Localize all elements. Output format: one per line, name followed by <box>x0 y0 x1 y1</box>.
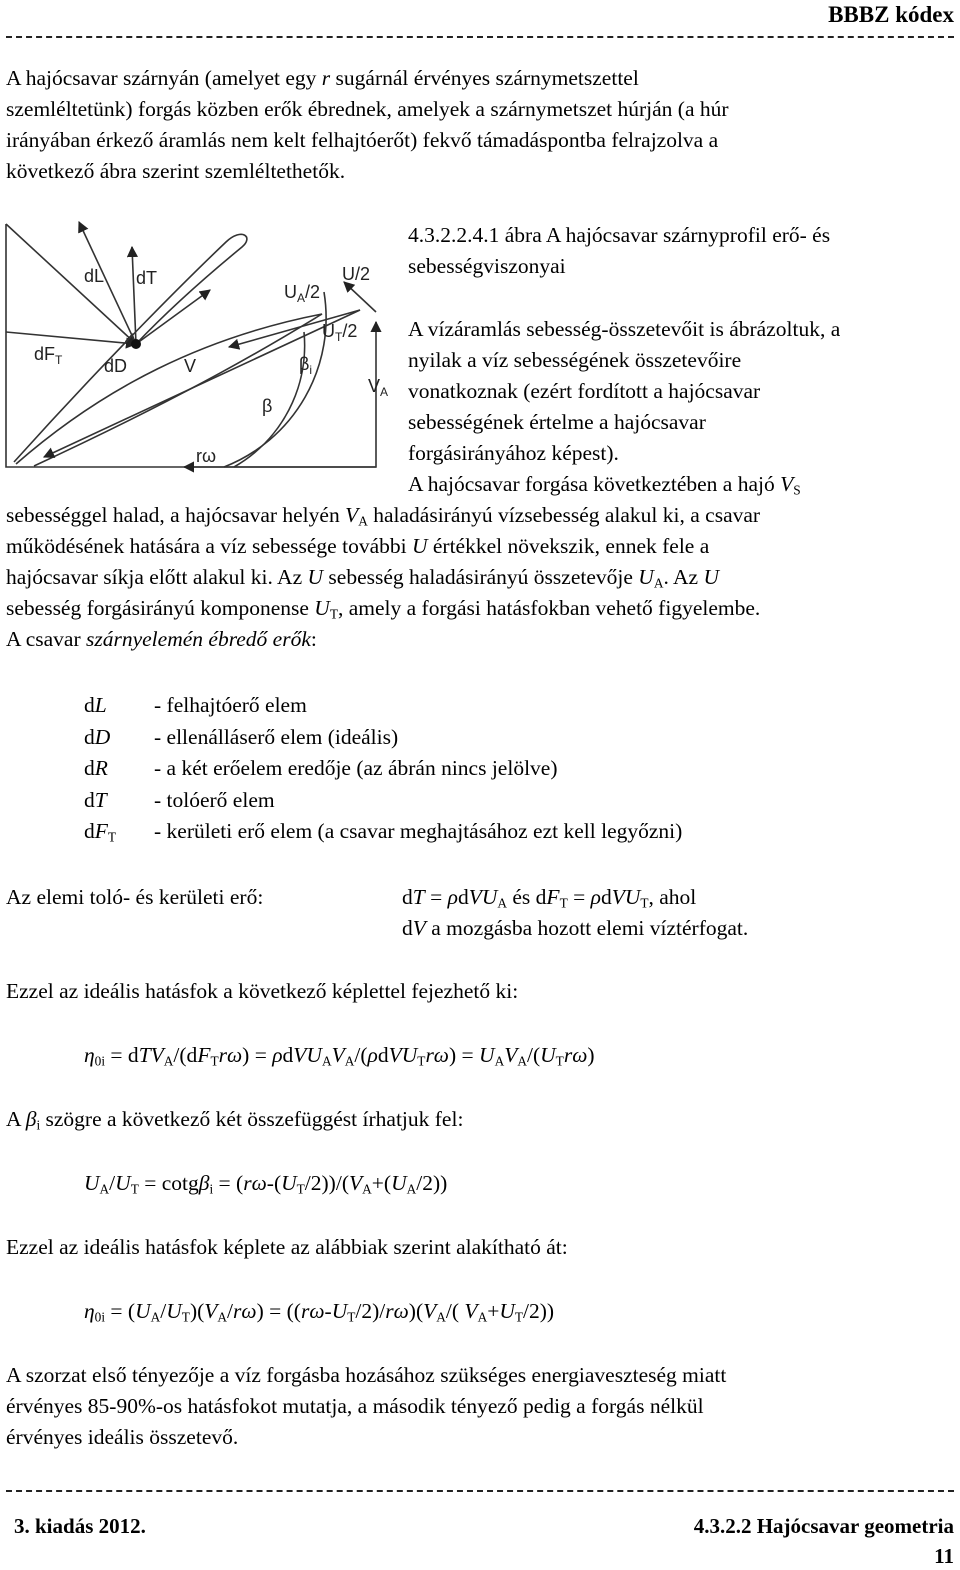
elemental-force-formula: dT = ρdVU$_A$ és $dF_T = \rho dVU_T$, ahol dV a mozgásba hozott elemi víztérfogat. <box>402 885 749 940</box>
pressure-point-dot <box>131 339 141 349</box>
label-dT: dT <box>136 268 158 288</box>
label-romega: rω <box>196 446 217 466</box>
efficiency-intro: Ezzel az ideális hatásfok a következő képlettel fejezhető ki: <box>6 979 519 1003</box>
label-V: V <box>184 356 197 376</box>
definition-item: $dF_T$ - kerületi erő elem (a csavar meghajtásához ezt kell legyőzni) <box>84 819 683 845</box>
edition-label: 3. kiadás 2012. <box>14 1514 146 1538</box>
section-label: 4.3.2.2 Hajócsavar geometria <box>693 1514 954 1538</box>
propeller-blade-diagram <box>4 212 396 484</box>
beta-intro: A $\beta_i$ szögre a következő két összefüggést írhatjuk fel: <box>6 1107 464 1133</box>
elemental-force-label: Az elemi toló- és kerületi erő: <box>6 885 264 909</box>
definition-item: dD - ellenálláserő elem (ideális) <box>84 724 399 749</box>
label-beta: β <box>262 396 273 416</box>
closing-paragraph: A szorzat első tényezője a víz forgásba hozásához szükséges energiaveszteség miatt érvényes 85-90%-os hatásfokot mutatja, a második tényező pedig a forgás nélkül érvényes ideális összetevő. <box>6 1363 727 1449</box>
intro-paragraph: A hajócsavar szárnyán (amelyet egy r sugárnál érvényes szárnymetszettel szemléltetünk) forgás közben erők ébrednek, amelyek a szárnymetszet húrján (a húr irányában érkező áramlás nem kelt felhajtóerőt) fekvő támadáspontba felrajzolva a következő ábra szerint szemléltethetők. <box>6 66 729 183</box>
label-VA: $V_A$ <box>368 376 389 399</box>
definition-item: dL - felhajtóerő elem <box>84 693 307 717</box>
page-number: 11 <box>934 1544 954 1568</box>
label-dD: dD <box>104 356 128 376</box>
definition-item: dR - a két erőelem eredője (az ábrán nincs jelölve) <box>84 756 558 780</box>
beta-formula: $U_A/U_T = \cot g\beta_i = (r\omega-(U_T/2))/(V_A+(U_A/2))$ <box>84 1171 448 1197</box>
label-UT2: $U_T/2$ <box>322 321 358 344</box>
definition-item: dT - tolóerő elem <box>84 787 275 812</box>
definitions-list <box>84 690 956 848</box>
label-dFT: $dF_T$ <box>34 344 63 367</box>
efficiency-formula-2: $\eta_{0i} = (U_A/U_T)(V_A/r\omega) = ((r\omega-U_T/2)/r\omega)(V_A/$( $V_A+U_T/2$)) <box>84 1299 555 1325</box>
efficiency-formula-1: $\eta_{0i} = dTV_A/(dF_Tr\omega) = \rho dVU_AV_A/(\rho dVU_Tr\omega) = U_AV_A/(U_Tr\omega)$ <box>84 1043 595 1069</box>
label-U2: U/2 <box>342 264 371 284</box>
figure-caption: 4.3.2.2.4.1 ábra A hajócsavar szárnyprofil erő- és sebességviszonyai <box>408 223 831 278</box>
label-dL: dL <box>84 266 105 286</box>
label-beta-i: $\beta_i$ <box>299 354 313 377</box>
footer-rule <box>6 1490 954 1492</box>
label-UA2: $U_A/2$ <box>284 282 321 305</box>
efficiency-intro-2: Ezzel az ideális hatásfok képlete az alábbiak szerint alakítható át: <box>6 1235 568 1259</box>
body-paragraph: sebességgel halad, a hajócsavar helyén $V_A$ haladásirányú vízsebesség alakul ki, a csavar működésének hatására a víz sebessége további U értékkel növekszik, ennek fele a hajócsavar síkja előtt alakul ki. Az U sebesség haladásirányú összetevője $U_A$. Az U sebesség forgásirányú komponense $U_T$, amely a forgási hatásfokban vehető figyelembe. A csavar szárnyelemén ébredő erők: <box>6 503 761 651</box>
header-rule <box>6 36 954 38</box>
side-paragraph: A vízáramlás sebesség-összetevőit is ábrázoltuk, a nyilak a víz sebességének összetevőire vonatkoznak (ezért fordított a hajócsavar sebességének értelme a hajócsavar forgásirányához képest). A hajócsavar forgása következtében a hajó $V_S$ <box>408 317 841 498</box>
document-code: BBBZ kódex <box>828 2 954 27</box>
